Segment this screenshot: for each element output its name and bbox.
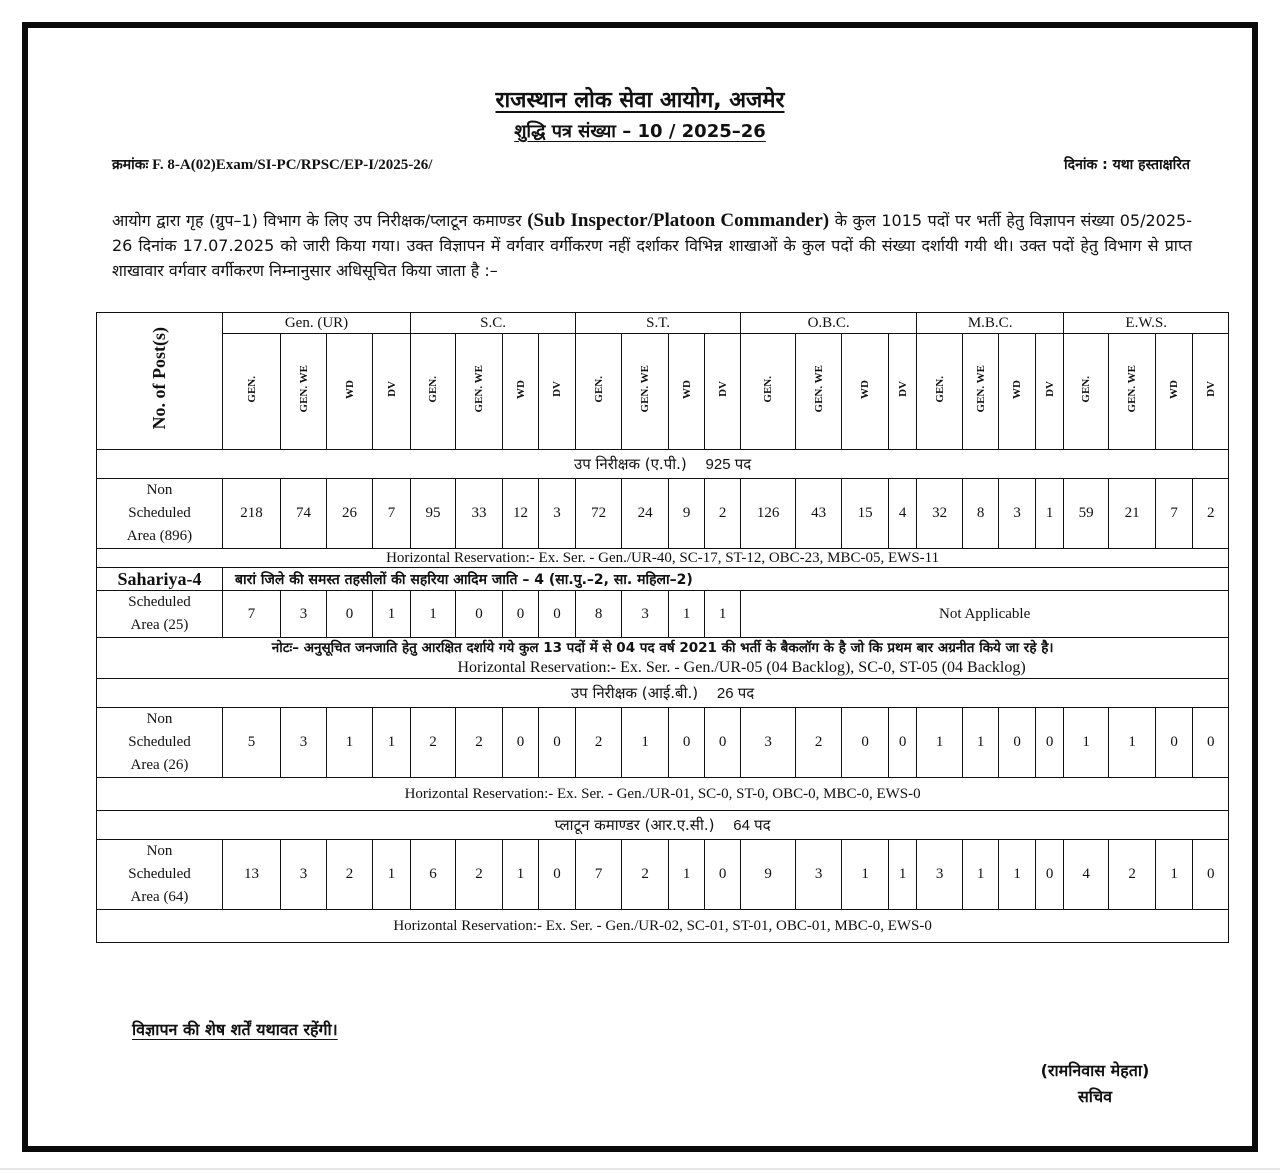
horizontal-reservation-text: Horizontal Reservation:- Ex. Ser. - Gen./UR-40, SC-17, ST-12, OBC-23, MBC-05, EWS-11 [386,550,940,566]
row-label [97,479,223,549]
post-count-cell: 1 [1036,479,1064,549]
corner-header [97,313,223,450]
post-count-cell: 7 [576,840,622,910]
post-count-cell: 2 [796,708,842,778]
post-count-cell: 2 [327,840,373,910]
post-count-cell: 1 [917,708,963,778]
post-count-cell: 0 [539,840,576,910]
post-count-cell: 4 [1064,840,1109,910]
subcategory-label: GEN. [762,375,775,403]
post-count-cell: 0 [456,591,503,638]
post-count-cell: 2 [705,479,741,549]
post-count-cell: 1 [622,708,669,778]
post-count-cell: 26 [327,479,373,549]
post-count-cell: 0 [842,708,889,778]
post-count-cell: 1 [669,591,705,638]
post-count-cell: 2 [622,840,669,910]
post-count-cell: 0 [705,840,741,910]
scheduled-area-row [97,591,1229,638]
post-count-cell: 0 [503,708,539,778]
post-count-cell: 1 [373,840,411,910]
intro-text-2: के कुल 1015 पदों पर भर्ती हेतु विज्ञापन संख्या 05/2025-26 दिनांक 17.07.2025 को जारी किया गया। उक्त विज्ञापन में वर्गवार वर्गीकरण नहीं दर्शाकर विभिन्न शाखाओं के कुल पदों की संख्या दर्शायी गयी थी। उक्त पदों हेतु विभाग से प्राप्त शाखावार वर्गवार वर्गीकरण निम्नानुसार अधिसूचित किया जाता है :– [112,211,1192,280]
post-count-cell: 72 [576,479,622,549]
subcategory-label: DV [551,381,564,397]
subcategory-header [917,334,963,450]
signature-block [1000,1058,1190,1110]
post-count-cell: 15 [842,479,889,549]
subcategory-header [327,334,373,450]
post-count-cell: 8 [576,591,622,638]
post-count-cell: 8 [963,479,999,549]
subcategory-label: GEN. WE [639,365,652,413]
table-row [97,479,1229,549]
section-title: प्लाटून कमाण्डर (आर.ए.सी.) [554,816,715,834]
subcategory-label: WD [343,379,356,399]
not-applicable-cell: Not Applicable [741,591,1229,638]
post-count-cell: 0 [705,708,741,778]
post-count-cell: 7 [223,591,281,638]
reference-line [112,155,1190,174]
post-count-cell: 3 [622,591,669,638]
subcategory-header [281,334,327,450]
post-count-cell: 2 [1109,840,1156,910]
post-count-cell: 1 [327,708,373,778]
row-label-line: Area (896) [126,528,193,544]
post-count-cell: 2 [411,708,456,778]
post-count-cell: 0 [503,591,539,638]
horizontal-reservation-row [97,778,1229,811]
subcategory-label: GEN. WE [297,365,310,413]
table-row [97,708,1229,778]
post-count-cell: 3 [796,840,842,910]
subcategory-label: DV [1043,381,1056,397]
row-label [97,840,223,910]
horizontal-reservation-text: Horizontal Reservation:- Ex. Ser. - Gen./UR-02, SC-01, ST-01, OBC-01, MBC-0, EWS-0 [393,918,932,934]
sahariya-label: Sahariya-4 [97,568,223,591]
subcategory-header [963,334,999,450]
corrigendum-number [0,119,1280,143]
horizontal-reservation-text: Horizontal Reservation:- Ex. Ser. - Gen./UR-01, SC-0, ST-0, OBC-0, MBC-0, EWS-0 [404,786,921,802]
subcategory-header [539,334,576,450]
post-count-cell: 12 [503,479,539,549]
post-count-cell: 0 [1036,840,1064,910]
page-edge [0,1168,1280,1170]
post-count-cell: 3 [281,591,327,638]
post-count-cell: 0 [1156,708,1193,778]
post-count-cell: 1 [373,708,411,778]
subcategory-header [411,334,456,450]
row-label-line: Non [146,482,173,498]
subcategory-header [456,334,503,450]
reference-label: क्रमांकः [112,157,149,173]
post-count-cell: 7 [373,479,411,549]
horizontal-reservation-row-cell [97,910,1229,943]
section-title: उप निरीक्षक (ए.पी.) [574,455,687,473]
post-count-cell: 0 [1036,708,1064,778]
backlog-note: नोटः– अनुसूचित जनजाति हेतु आरक्षित दर्शाये गये कुल 13 पदों में से 04 पद वर्ष 2021 की भर्ती के बैकलॉग के है जो कि प्रथम बार अग्रनीत किये जा रहे है। [271,640,1054,656]
post-count-cell: 3 [281,840,327,910]
date-line: दिनांक : यथा हस्ताक्षरित [1064,157,1190,173]
section-heading-row [97,679,1229,708]
subcategory-header [503,334,539,450]
category-header: M.B.C. [917,313,1064,334]
row-label-line: Area (25) [130,617,189,633]
category-header: E.W.S. [1064,313,1229,334]
subcategory-label: WD [1168,379,1181,399]
subcategory-header [741,334,796,450]
section-title: उप निरीक्षक (आई.बी.) [570,684,699,702]
post-count-cell: 1 [411,591,456,638]
post-count-cell: 33 [456,479,503,549]
post-count-cell: 32 [917,479,963,549]
post-count-cell: 0 [1193,708,1229,778]
subcategory-header [373,334,411,450]
post-count-cell: 3 [999,479,1036,549]
subtitle-text: शुद्धि पत्र संख्या – 10 / 2025–26 [514,121,766,142]
post-count-cell: 0 [327,591,373,638]
no-of-posts-label: No. of Post(s) [149,327,169,430]
subcategory-label: WD [859,379,872,399]
subcategory-label: GEN. WE [1126,365,1139,413]
subcategory-header-row [97,334,1229,450]
subcategory-header [705,334,741,450]
subcategory-label: GEN. [1080,375,1093,403]
subcategory-header [842,334,889,450]
subcategory-label: DV [896,381,909,397]
category-header-row [97,313,1229,334]
table-row [97,840,1229,910]
subcategory-label: DV [1204,381,1217,397]
subcategory-header [622,334,669,450]
post-count-cell: 21 [1109,479,1156,549]
row-label-line: Scheduled [128,505,191,521]
post-count-cell: 2 [1193,479,1229,549]
post-count-cell: 2 [576,708,622,778]
post-distribution-table [96,312,1229,943]
post-count-cell: 1 [842,840,889,910]
post-count-cell: 3 [741,708,796,778]
post-count-cell: 0 [669,708,705,778]
remaining-terms-note: विज्ञापन की शेष शर्तें यथावत रहेंगी। [132,1020,338,1039]
row-label-line: Area (26) [130,757,189,773]
section-heading-row-cell [97,811,1229,840]
post-count-cell: 4 [889,479,917,549]
subcategory-header [1193,334,1229,450]
post-count-cell: 0 [539,591,576,638]
post-count-cell: 1 [1064,708,1109,778]
subcategory-label: GEN. [245,375,258,403]
subcategory-label: WD [680,379,693,399]
subcategory-header [889,334,917,450]
subcategory-label: GEN. [592,375,605,403]
category-header: O.B.C. [741,313,917,334]
row-label-line: Scheduled [128,734,191,750]
post-count-cell: 1 [705,591,741,638]
post-count-cell: 3 [917,840,963,910]
post-count-cell: 7 [1156,479,1193,549]
note-row [97,638,1229,679]
subcategory-label: WD [514,379,527,399]
post-count-cell: 5 [223,708,281,778]
post-count-cell: 2 [456,708,503,778]
subcategory-header [576,334,622,450]
horizontal-reservation-row-cell [97,549,1229,568]
post-count-cell: 0 [1193,840,1229,910]
category-header: Gen. (UR) [223,313,411,334]
document-title [0,84,1280,114]
post-count-cell: 1 [503,840,539,910]
post-count-cell: 6 [411,840,456,910]
post-count-cell: 13 [223,840,281,910]
post-count-cell: 9 [741,840,796,910]
subcategory-label: GEN. WE [812,365,825,413]
category-header: S.C. [411,313,576,334]
post-count-cell: 2 [456,840,503,910]
sahariya-row [97,568,1229,591]
row-label [97,591,223,638]
intro-paragraph [112,208,1192,283]
post-count-cell: 3 [281,708,327,778]
post-count-cell: 1 [669,840,705,910]
horizontal-reservation-row [97,549,1229,568]
subcategory-label: GEN. WE [974,365,987,413]
post-count-cell: 1 [373,591,411,638]
row-label-line: Non [146,843,173,859]
subcategory-header [1109,334,1156,450]
post-count-cell: 1 [1156,840,1193,910]
horizontal-reservation-row [97,910,1229,943]
intro-text-1: आयोग द्वारा गृह (ग्रुप–1) विभाग के लिए उप निरीक्षक/प्लाटून कमाण्डर [112,211,528,230]
post-count-cell: 9 [669,479,705,549]
intro-post-name: (Sub Inspector/Platoon Commander) [527,210,830,231]
title-text: राजस्थान लोक सेवा आयोग, अजमेर [495,88,785,113]
category-header: S.T. [576,313,741,334]
post-count-cell: 0 [999,708,1036,778]
subcategory-label: DV [716,381,729,397]
post-count-cell: 126 [741,479,796,549]
section-heading-row [97,450,1229,479]
subcategory-label: GEN. [427,375,440,403]
sahariya-description: बारां जिले की समस्त तहसीलों की सहरिया आदिम जाति – 4 (सा.पु.–2, सा. महिला–2) [223,568,1229,591]
post-count-cell: 1 [889,840,917,910]
post-count-cell: 0 [539,708,576,778]
row-label-line: Area (64) [130,889,189,905]
post-count-cell: 1 [999,840,1036,910]
section-heading-row-cell [97,450,1229,479]
post-count-cell: 95 [411,479,456,549]
note-row-cell [97,638,1229,679]
section-heading-row-cell [97,679,1229,708]
subcategory-header [796,334,842,450]
subcategory-label: DV [385,381,398,397]
section-post-count: 925 पद [705,456,752,473]
row-label-line: Scheduled [128,866,191,882]
row-label [97,708,223,778]
note-horizontal-reservation: Horizontal Reservation:- Ex. Ser. - Gen./UR-05 (04 Backlog), SC-0, ST-05 (04 Backlog) [457,659,1026,676]
subcategory-header [999,334,1036,450]
section-post-count: 26 पद [716,685,755,702]
post-count-cell: 3 [539,479,576,549]
post-count-cell: 0 [889,708,917,778]
signatory-name: (रामनिवास मेहता) [1040,1061,1150,1080]
subcategory-label: GEN. WE [473,365,486,413]
subcategory-header [669,334,705,450]
post-count-cell: 24 [622,479,669,549]
signatory-designation: सचिव [1077,1087,1113,1106]
section-heading-row [97,811,1229,840]
subcategory-label: WD [1011,379,1024,399]
subcategory-label: GEN. [933,375,946,403]
post-count-cell: 59 [1064,479,1109,549]
section-post-count: 64 पद [733,817,771,834]
reference-value: F. 8-A(02)Exam/SI-PC/RPSC/EP-I/2025-26/ [152,157,433,173]
subcategory-header [1156,334,1193,450]
row-label-line: Scheduled [128,594,191,610]
post-count-cell: 218 [223,479,281,549]
post-count-cell: 43 [796,479,842,549]
post-count-cell: 74 [281,479,327,549]
row-label-line: Non [146,711,173,727]
subcategory-header [1064,334,1109,450]
post-count-cell: 1 [1109,708,1156,778]
horizontal-reservation-row-cell [97,778,1229,811]
subcategory-header [223,334,281,450]
reference-number [112,155,432,174]
post-count-cell: 1 [963,708,999,778]
subcategory-header [1036,334,1064,450]
post-count-cell: 1 [963,840,999,910]
